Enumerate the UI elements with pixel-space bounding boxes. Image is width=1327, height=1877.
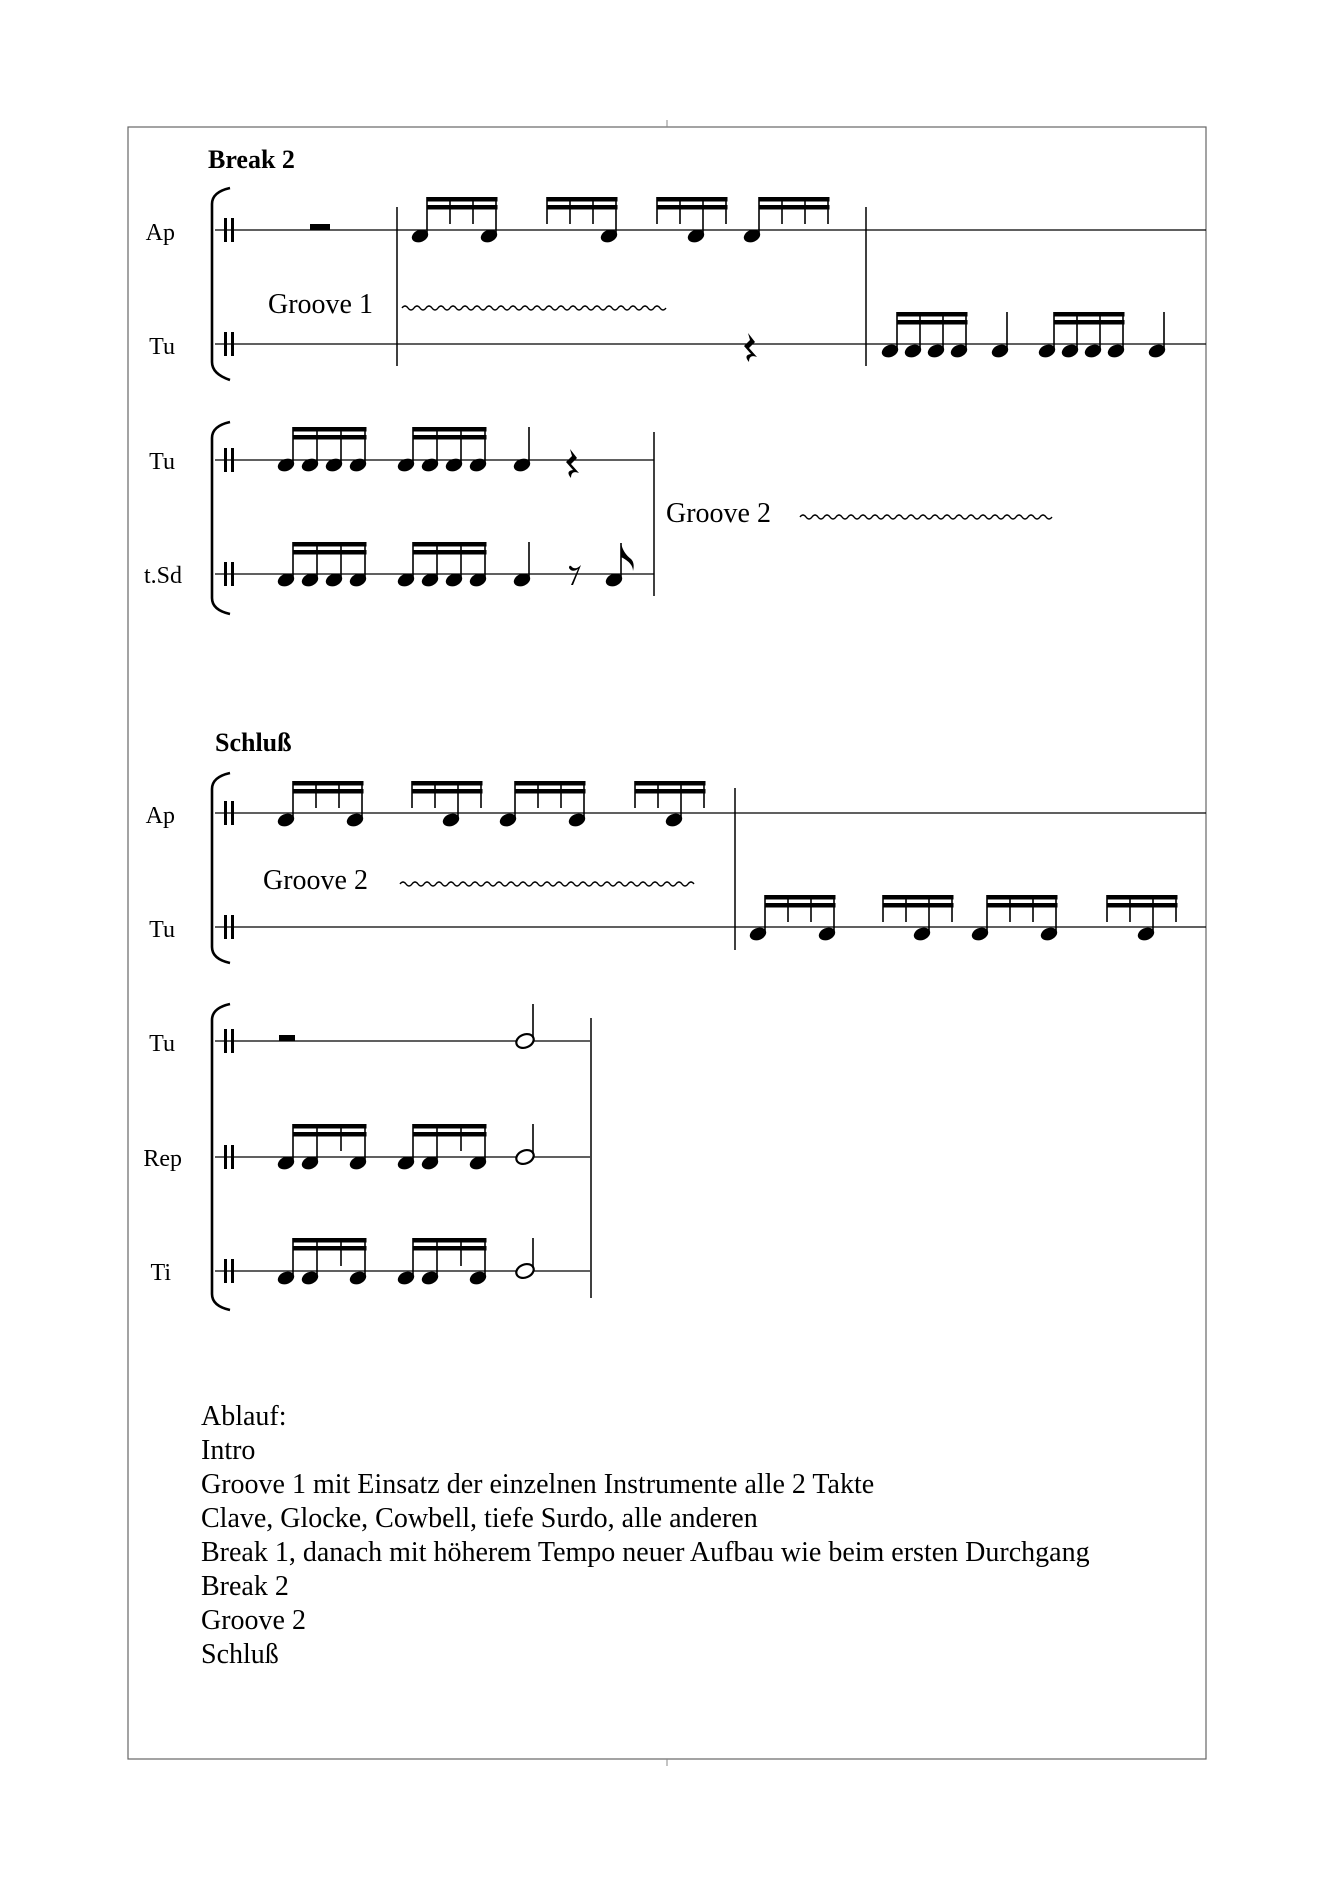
beam-primary: [413, 427, 487, 432]
beam-primary: [897, 312, 968, 317]
whole-rest: [310, 224, 330, 230]
half-note: [514, 1124, 536, 1166]
beam-primary: [412, 781, 483, 786]
beam-secondary: [1054, 320, 1125, 325]
beam-primary: [515, 781, 586, 786]
ap-rhythm-measure: [276, 781, 706, 829]
beam-secondary: [635, 789, 706, 794]
beam-secondary: [987, 903, 1058, 908]
beam-secondary: [657, 205, 728, 210]
instrument-label: t.Sd: [143, 563, 182, 589]
system-schluss-2: [143, 1004, 591, 1310]
beam-secondary: [293, 1246, 367, 1251]
beam-primary: [765, 895, 836, 900]
sequence-line: Break 2: [201, 1571, 289, 1602]
beam-primary: [413, 542, 487, 547]
groove-continuation-wave: [400, 882, 694, 886]
beam-primary: [987, 895, 1058, 900]
instrument-label: Ti: [150, 1260, 171, 1286]
beam-secondary: [413, 1132, 487, 1137]
sequence-line: Groove 2: [201, 1605, 306, 1636]
beam-secondary: [515, 789, 586, 794]
beam-primary: [635, 781, 706, 786]
sequence-line: Schluß: [201, 1639, 279, 1670]
beam-secondary: [897, 320, 968, 325]
beam-primary: [293, 1238, 367, 1243]
sequence-block: [201, 1401, 1090, 1670]
groove-label: Groove 1: [268, 289, 373, 320]
beam-primary: [1107, 895, 1178, 900]
half-rest: [279, 1035, 295, 1041]
groove-continuation-wave: [800, 515, 1052, 519]
groove-label: Groove 2: [666, 498, 771, 529]
note-flag: [621, 543, 634, 571]
half-note: [514, 1004, 536, 1050]
beam-primary: [883, 895, 954, 900]
rep-rhythm-measure: [276, 1124, 488, 1172]
sequence-line: Groove 1 mit Einsatz der einzelnen Instrumente alle 2 Takte: [201, 1469, 875, 1500]
quarter-rest: [566, 449, 579, 478]
system-schluss-1: [146, 773, 1206, 963]
sequence-line: Intro: [201, 1435, 256, 1466]
system-brace: [212, 773, 230, 963]
beam-primary: [413, 1124, 487, 1129]
sequence-heading: Ablauf:: [201, 1401, 287, 1432]
beam-secondary: [293, 1132, 367, 1137]
beam-primary: [1054, 312, 1125, 317]
system-break2-1: [146, 188, 1206, 380]
instrument-label: Ap: [145, 803, 175, 829]
sequence-line: Clave, Glocke, Cowbell, tiefe Surdo, alle anderen: [201, 1503, 758, 1534]
beam-primary: [759, 197, 830, 202]
groove-label: Groove 2: [263, 865, 368, 896]
half-note: [514, 1238, 536, 1280]
section-title-schluss: Schluß: [215, 728, 292, 757]
beam-primary: [427, 197, 498, 202]
beam-primary: [413, 1238, 487, 1243]
section-title-break-2: Break 2: [208, 145, 295, 174]
beam-primary: [293, 542, 367, 547]
beam-secondary: [413, 550, 487, 555]
beam-primary: [293, 781, 364, 786]
instrument-label: Ap: [145, 220, 175, 246]
beam-secondary: [759, 205, 830, 210]
ap-rhythm-measure: [410, 197, 830, 245]
instrument-label: Tu: [149, 334, 175, 360]
system-brace: [212, 188, 230, 380]
beam-secondary: [883, 903, 954, 908]
system-brace: [212, 422, 230, 614]
beam-secondary: [413, 435, 487, 440]
beam-secondary: [765, 903, 836, 908]
beam-secondary: [547, 205, 618, 210]
beam-secondary: [293, 550, 367, 555]
instrument-label: Tu: [149, 1031, 175, 1057]
sequence-line: Break 1, danach mit höherem Tempo neuer Aufbau wie beim ersten Durchgang: [201, 1537, 1090, 1568]
groove-continuation-wave: [402, 306, 666, 310]
tsd-rhythm-measure: [276, 542, 634, 589]
beam-primary: [547, 197, 618, 202]
beam-secondary: [293, 789, 364, 794]
instrument-label: Tu: [149, 917, 175, 943]
instrument-label: Rep: [143, 1146, 182, 1172]
tu-rhythm-measure: [276, 427, 532, 474]
tu-rhythm-measure: [748, 895, 1178, 943]
instrument-label: Tu: [149, 449, 175, 475]
ti-rhythm-measure: [276, 1238, 488, 1287]
beam-primary: [293, 1124, 367, 1129]
beam-primary: [657, 197, 728, 202]
quarter-rest: [744, 333, 757, 362]
tu-rhythm-measure: [880, 312, 1167, 360]
beam-secondary: [293, 435, 367, 440]
beam-secondary: [427, 205, 498, 210]
beam-primary: [293, 427, 367, 432]
beam-secondary: [1107, 903, 1178, 908]
beam-secondary: [413, 1246, 487, 1251]
eighth-rest: [569, 565, 581, 585]
system-break2-2: [144, 422, 1052, 614]
beam-secondary: [412, 789, 483, 794]
